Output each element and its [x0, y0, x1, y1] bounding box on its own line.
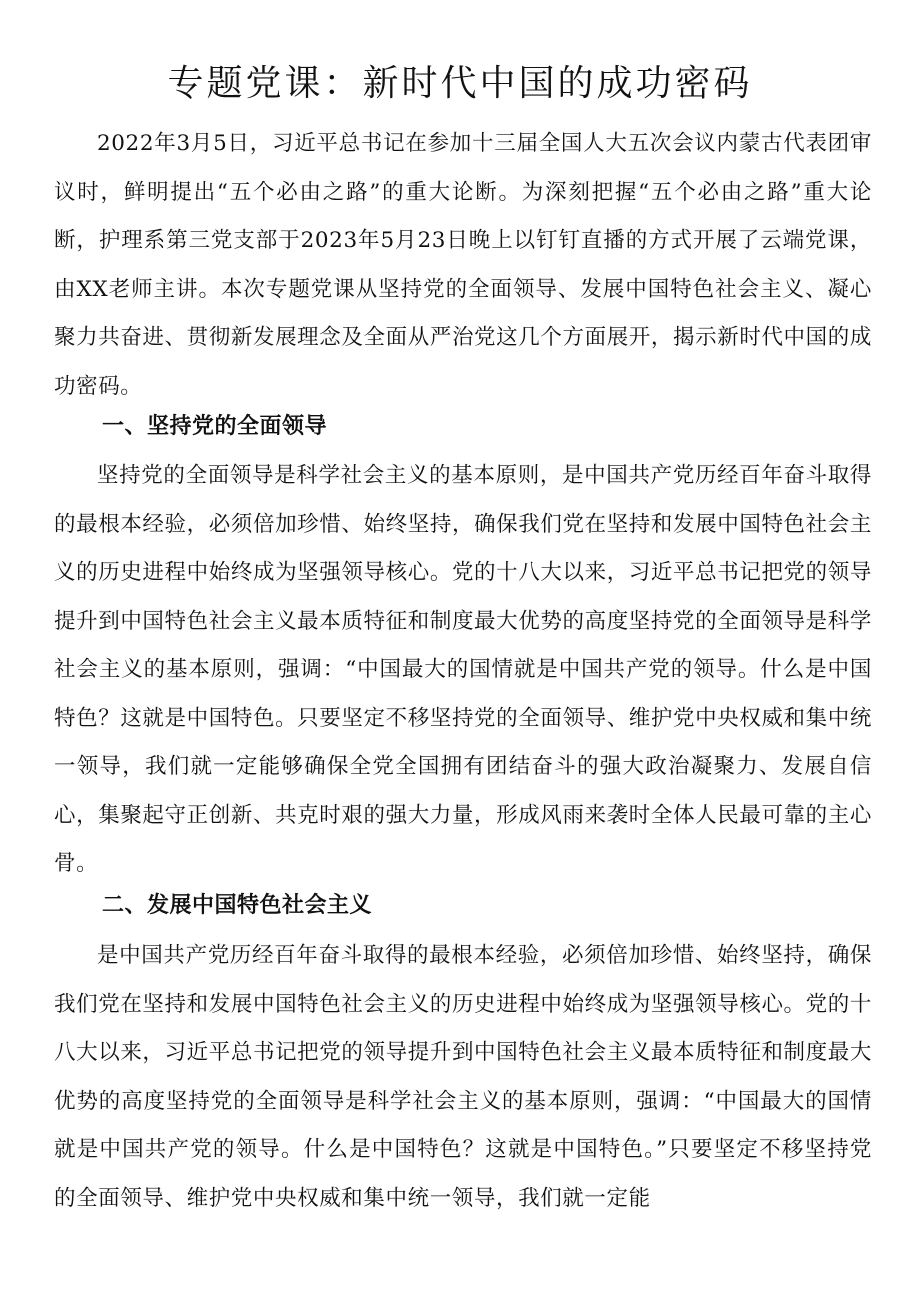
section-1-heading: 一、坚持党的全面领导 [102, 414, 328, 439]
section-1-block [54, 452, 872, 890]
section-2-heading: 二、发展中国特色社会主义 [102, 893, 373, 918]
section-1-paragraph: 坚持党的全面领导是科学社会主义的基本原则，是中国共产党历经百年奋斗取得的最根本经验，必须倍加珍惜、始终坚持，确保我们党在坚持和发展中国特色社会主义的历史进程中始终成为坚强领导核心。党的十八大以来，习近平总书记把党的领导提升到中国特色社会主义最本质特征和制度最大优势的高度坚持党的全面领导是科学社会主义的基本原则，强调：“中国最大的国情就是中国共产党的领导。什么是中国特色？这就是中国特色。只要坚定不移坚持党的全面领导、维护党中央权威和集中统一领导，我们就一定能够确保全党全国拥有团结奋斗的强大政治凝聚力、发展自信心，集聚起守正创新、共克时艰的强大力量，形成风雨来袭时全体人民最可靠的主心骨。 [54, 463, 872, 876]
document-title: 专题党课：新时代中国的成功密码 [167, 63, 753, 104]
section-2-block [54, 932, 872, 1232]
intro-block [54, 120, 872, 410]
intro-paragraph: 2022年3月5日，习近平总书记在参加十三届全国人大五次会议内蒙古代表团审议时，鲜明提出“五个必由之路”的重大论断。为深刻把握“五个必由之路”重大论断，护理系第三党支部于2023年5月23日晚上以钉钉直播的方式开展了云端党课，由XX老师主讲。本次专题党课从坚持党的全面领导、发展中国特色社会主义、凝心聚力共奋进、贯彻新发展理念及全面从严治党这几个方面展开，揭示新时代中国的成功密码。 [54, 131, 872, 399]
section-2-paragraph: 是中国共产党历经百年奋斗取得的最根本经验，必须倍加珍惜、始终坚持，确保我们党在坚持和发展中国特色社会主义的历史进程中始终成为坚强领导核心。党的十八大以来，习近平总书记把党的领导提升到中国特色社会主义最本质特征和制度最大优势的高度坚持党的全面领导是科学社会主义的基本原则，强调：“中国最大的国情就是中国共产党的领导。什么是中国特色？这就是中国特色。”只要坚定不移坚持党的全面领导、维护党中央权威和集中统一领导，我们就一定能 [54, 943, 872, 1211]
